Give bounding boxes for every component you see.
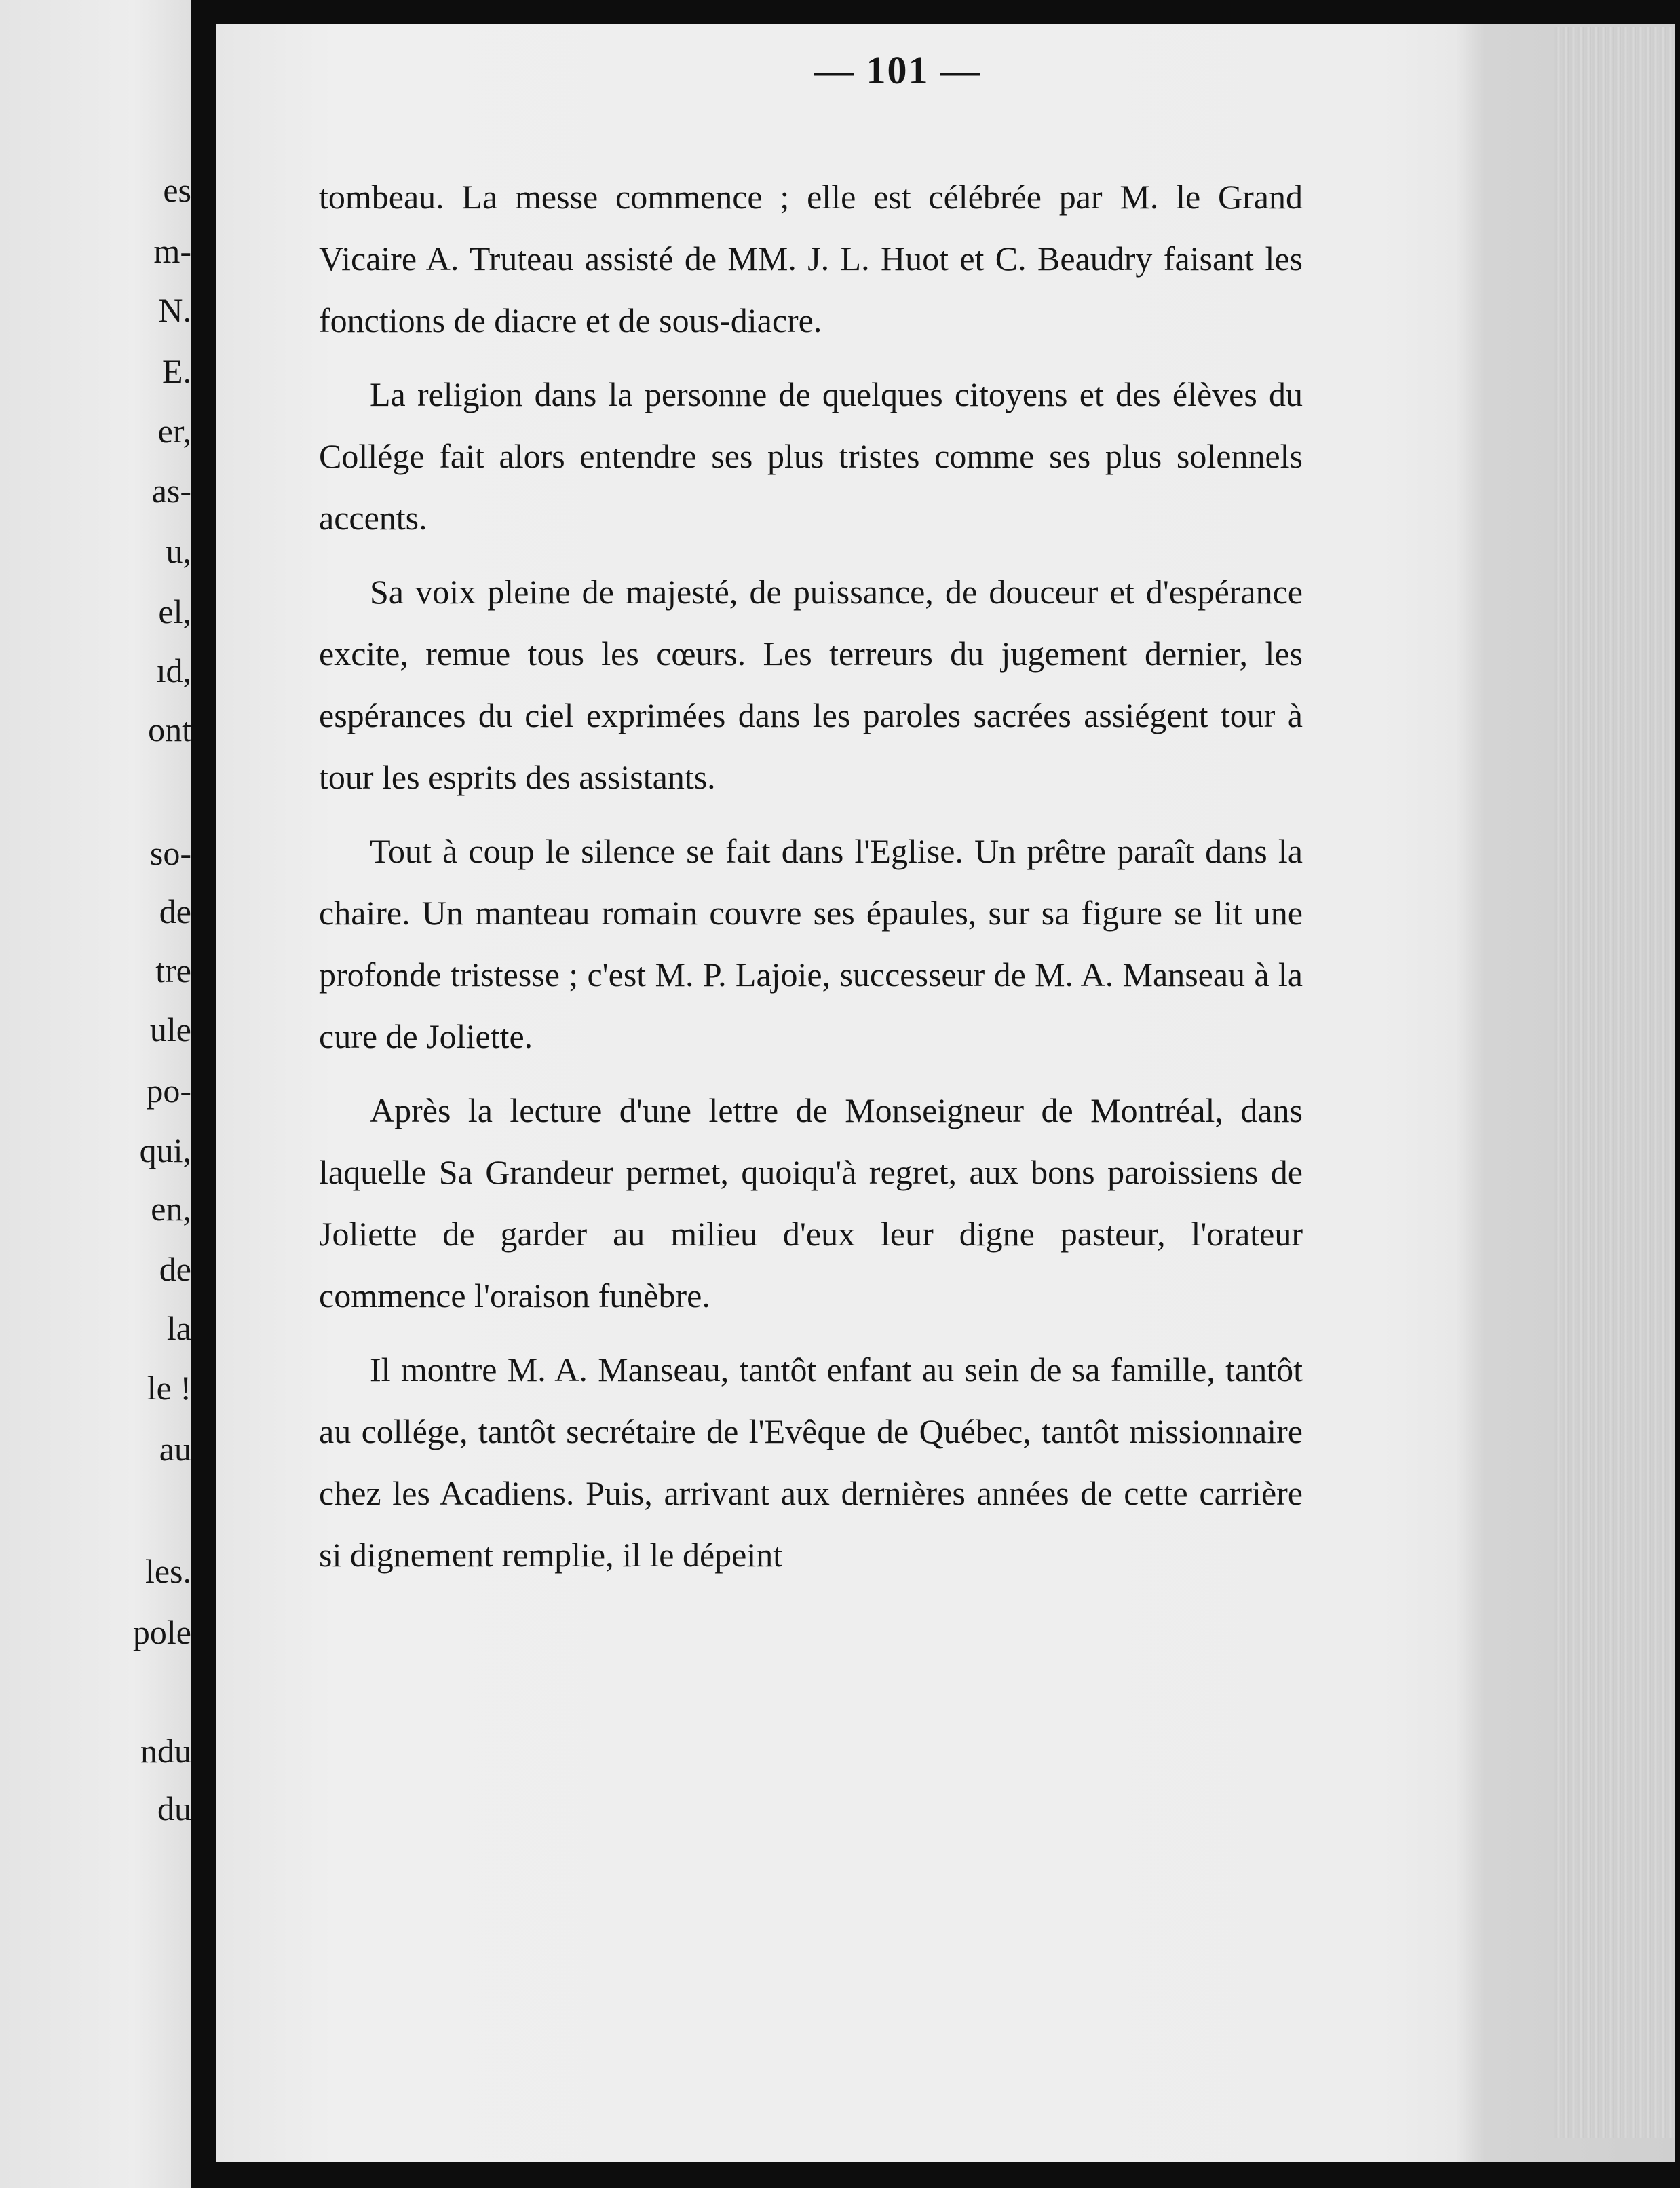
left-page-word: ont [148, 711, 191, 749]
left-page-word: de [159, 892, 191, 930]
left-page-word: el, [158, 592, 191, 630]
paragraph: Il montre M. A. Manseau, tantôt enfant au sein de sa famille, tantôt au collége, tantôt secrétaire de l'Evêque de Québec, tantôt missionnaire chez les Acadiens. Puis, arrivant aux dernières années de cette carrière si dignement remplie, il le dépeint [319, 1351, 1303, 1574]
page-edge [1554, 27, 1675, 2138]
left-page-word: les. [145, 1552, 191, 1590]
left-page-fragment [0, 0, 191, 2188]
paragraph: La religion dans la personne de quelques citoyens et des élèves du Collége fait alors entendre ses plus tristes comme ses plus solennels accents. [319, 375, 1303, 537]
left-page-word: po- [146, 1072, 191, 1110]
left-page-word: du [157, 1790, 191, 1828]
left-page-word: pole [132, 1613, 191, 1651]
paragraph: tombeau. La messe commence ; elle est célébrée par M. le Grand Vicaire A. Truteau assisté de MM. J. L. Huot et C. Beaudry faisant les fonctions de diacre et de sous-diacre. [319, 178, 1303, 339]
paragraph: Après la lecture d'une lettre de Monseigneur de Montréal, dans laquelle Sa Grandeur permet, quoiqu'à regret, aux bons paroissiens de Joliette de garder au milieu d'eux leur digne pasteur, l'orateur commence l'oraison funèbre. [319, 1091, 1303, 1315]
left-page-word: le ! [147, 1369, 191, 1407]
left-page-word: ıd, [156, 652, 191, 690]
left-page-word: m- [153, 232, 191, 270]
paragraph: Tout à coup le silence se fait dans l'Eglise. Un prêtre paraît dans la chaire. Un manteau romain couvre ses épaules, sur sa figure se lit une profonde tristesse ; c'est M. P. Lajoie, successeur de M. A. Manseau à la cure de Joliette. [319, 832, 1303, 1055]
paragraph: Sa voix pleine de majesté, de puissance, de douceur et d'espérance excite, remue tous les cœurs. Les terreurs du jugement dernier, les espérances du ciel exprimées dans les paroles sacrées assiégent tour à tour les esprits des assistants. [319, 573, 1303, 796]
left-page-word: as- [151, 472, 191, 510]
left-page-word: u, [166, 532, 191, 570]
left-page-word: au [159, 1430, 191, 1468]
left-page-word: E. [161, 352, 191, 390]
left-page-word: so- [149, 834, 191, 872]
left-page-word: tre [155, 951, 191, 989]
left-page-word: en, [151, 1190, 191, 1228]
page-body [319, 166, 1303, 1598]
left-page-word: N. [158, 291, 191, 329]
left-page-word: ule [149, 1011, 191, 1049]
left-page-word: de [159, 1250, 191, 1288]
left-page-word: er, [157, 412, 191, 450]
left-page-word: es [163, 171, 191, 209]
page-number: — 101 — [814, 48, 981, 92]
left-page-word: la [166, 1309, 191, 1347]
left-page-word: qui, [139, 1131, 191, 1169]
left-page-word: ndu [140, 1732, 191, 1770]
